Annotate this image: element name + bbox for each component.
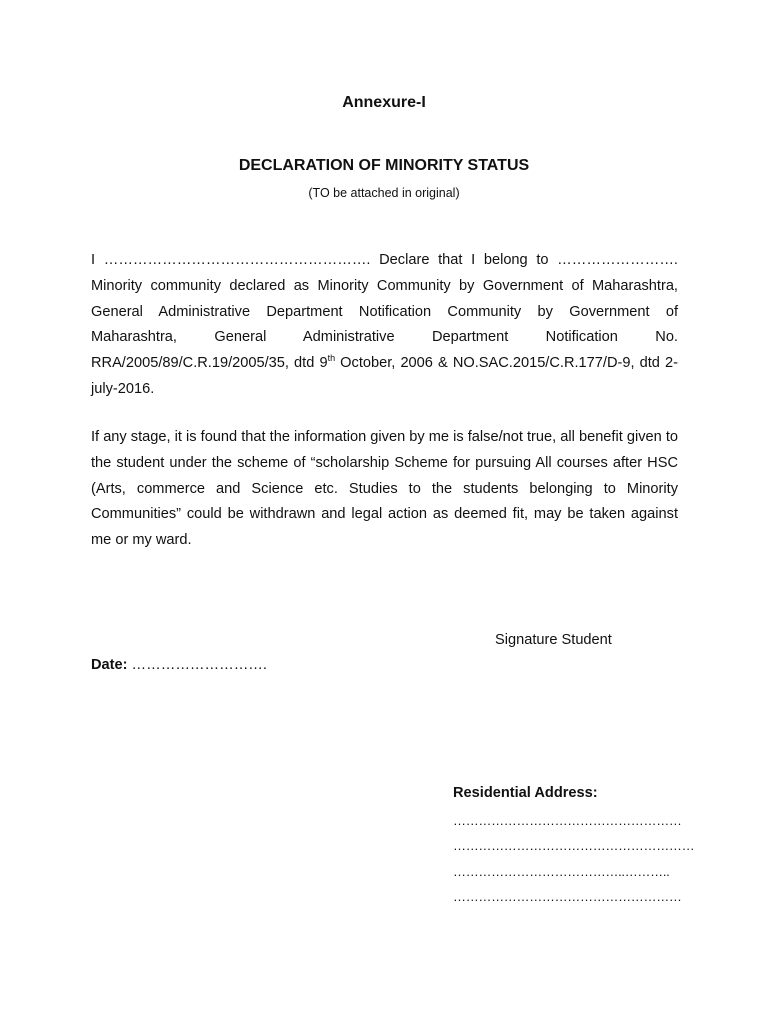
declaration-text-end: October, 2006 & NO.SAC.2015/C.R.177/D-9, dtd 2-july-2016. [91,355,678,397]
ordinal-suffix: th [327,353,336,364]
declaration-paragraph [91,248,678,403]
date-blank: ………………………. [127,657,267,673]
address-line-2: ………………………………………………… [453,838,695,853]
address-line-3: …………………………………..……….. [453,864,670,879]
address-line-4: ……………………………………………… [453,889,682,904]
consequence-paragraph: If any stage, it is found that the information given by me is false/not true, all benefit given to the student under the scheme of “scholarship Scheme for pursuing All courses after HSC (Arts, commerce and Science etc. Studies to the students belonging to Minority Communities” could be withdrawn and legal action as deemed fit, may be taken against me or my ward. [91,429,678,549]
document-subtitle: (TO be attached in original) [308,186,460,200]
signature-label: Signature Student [495,632,612,648]
address-line-1: ……………………………………………… [453,813,682,828]
date-row [91,657,267,673]
residential-address-label: Residential Address: [453,785,598,801]
declaration-text-start: I ………………………………………………. Declare that I belong to ……………………. Minority community declared as Minority Community by Government of Maharashtra, General Administrative Department Notification Community by Government of Maharashtra, General Administrative Department Notification No. RRA/2005/89/C.R.19/2005/35, dtd 9 [91,252,678,372]
date-label: Date: [91,657,128,673]
document-title: DECLARATION OF MINORITY STATUS [238,157,530,174]
annexure-heading: Annexure-I [342,94,426,111]
